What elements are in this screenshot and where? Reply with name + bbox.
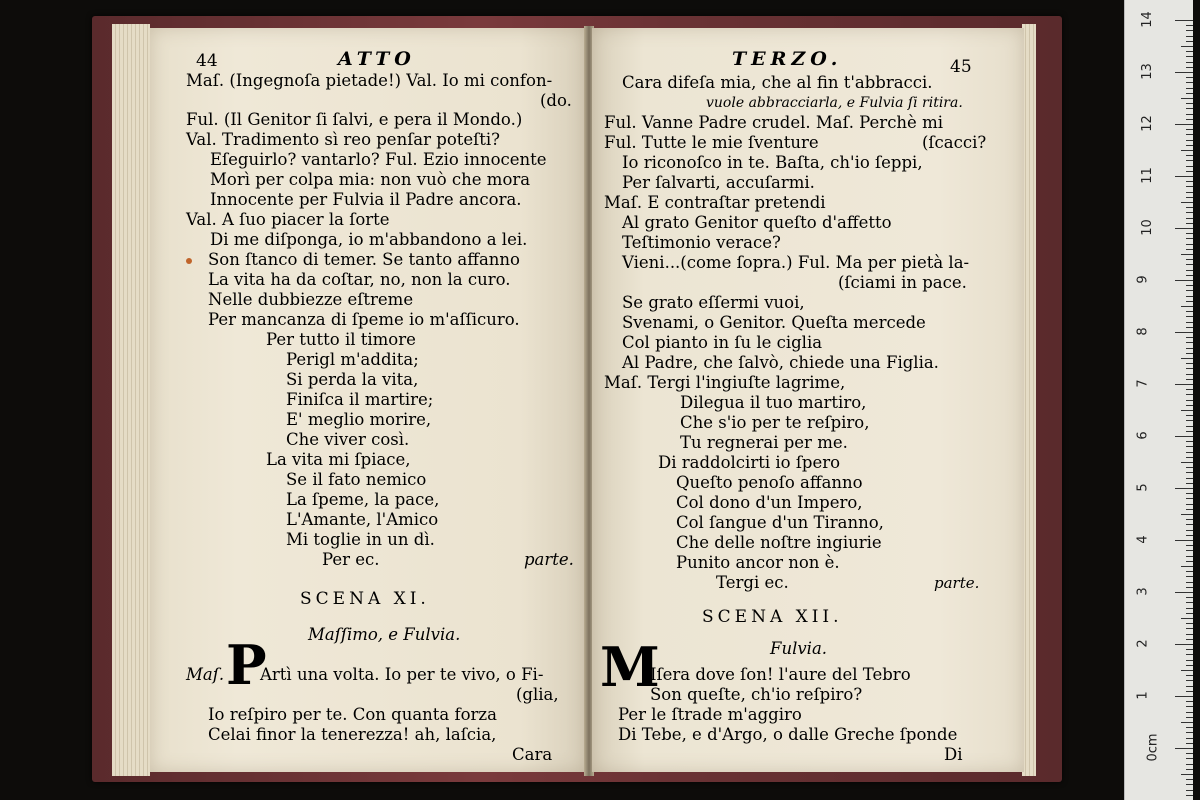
ruler-tick xyxy=(1175,592,1193,593)
ruler-tick xyxy=(1186,649,1193,650)
stage-direction: vuole abbracciarla, e Fulvia ſi ritira. xyxy=(706,95,963,111)
ruler-tick xyxy=(1186,275,1193,276)
ruler-tick xyxy=(1186,519,1193,520)
ruler-tick xyxy=(1186,639,1193,640)
text-line: Col pianto in ſu le ciglia xyxy=(622,333,823,352)
text-line: La vita ha da coſtar, no, non la curo. xyxy=(208,270,511,289)
text-line: Nelle dubbiezze eſtreme xyxy=(208,290,414,309)
ruler-tick xyxy=(1186,348,1193,349)
text-line: Ful. Vanne Padre crudel. Maſ. Perchè mi xyxy=(604,113,943,132)
ruler-tick xyxy=(1186,207,1193,208)
text-line: Che s'io per te reſpiro, xyxy=(680,413,870,432)
ruler-tick xyxy=(1186,784,1193,785)
ruler-tick xyxy=(1186,415,1193,416)
text-line: Perigl m'addita; xyxy=(286,350,419,369)
ruler-tick xyxy=(1186,680,1193,681)
ruler-tick xyxy=(1186,145,1193,146)
ruler-tick xyxy=(1186,712,1193,713)
text-line: Col ſangue d'un Tiranno, xyxy=(676,513,884,532)
ruler-tick xyxy=(1186,582,1193,583)
text-line: Al grato Genitor queſto d'affetto xyxy=(622,213,892,232)
ruler-tick xyxy=(1186,181,1193,182)
ruler-number: 1 xyxy=(1135,691,1151,700)
text-line: (ſcacci? xyxy=(922,133,987,152)
ruler-tick xyxy=(1175,436,1193,437)
ruler-tick xyxy=(1186,363,1193,364)
ruler-tick xyxy=(1186,327,1193,328)
ruler-number: 9 xyxy=(1135,275,1151,284)
ruler-tick xyxy=(1186,249,1193,250)
ruler-tick xyxy=(1175,384,1193,385)
ruler-tick xyxy=(1186,353,1193,354)
text-line: Col dono d'un Impero, xyxy=(676,493,863,512)
ruler-tick xyxy=(1186,472,1193,473)
ruler-tick xyxy=(1186,524,1193,525)
ruler-tick xyxy=(1186,790,1193,791)
text-line: Eſeguirlo? vantarlo? Ful. Ezio innocente xyxy=(210,150,547,169)
left-page-number: 44 xyxy=(196,51,218,71)
ruler-tick xyxy=(1186,322,1193,323)
ruler-tick xyxy=(1186,41,1193,42)
text-line: Di me diſponga, io m'abbandono a lei. xyxy=(210,230,528,249)
ruler-tick xyxy=(1175,332,1193,333)
ruler-tick xyxy=(1186,244,1193,245)
ruler-tick xyxy=(1186,608,1193,609)
ruler-tick xyxy=(1181,618,1193,619)
ruler-tick xyxy=(1181,358,1193,359)
ruler-tick xyxy=(1186,67,1193,68)
ruler-tick xyxy=(1186,93,1193,94)
ruler-tick xyxy=(1181,150,1193,151)
ruler-tick xyxy=(1186,379,1193,380)
ruler-tick xyxy=(1186,795,1193,796)
ruler-tick xyxy=(1175,124,1193,125)
ruler-tick xyxy=(1181,410,1193,411)
ruler-number: 3 xyxy=(1135,587,1151,596)
ruler-tick xyxy=(1186,212,1193,213)
ruler-tick xyxy=(1186,613,1193,614)
catchword: Cara xyxy=(512,745,553,764)
text-line: Celai finor la tenerezza! ah, laſcia, xyxy=(208,725,497,744)
ruler-tick xyxy=(1186,738,1193,739)
ruler-tick xyxy=(1186,576,1193,577)
text-line: Cara difeſa mia, che al fin t'abbracci. xyxy=(622,73,933,92)
scene-characters: Maſſimo, e Fulvia. xyxy=(308,625,461,644)
ruler-tick xyxy=(1186,342,1193,343)
ruler-number: 11 xyxy=(1139,167,1155,184)
ruler-tick xyxy=(1186,77,1193,78)
ruler-tick xyxy=(1186,51,1193,52)
text-line: Per ec. xyxy=(322,550,380,569)
ruler-tick xyxy=(1186,779,1193,780)
drop-cap: P xyxy=(226,633,267,697)
ruler-tick xyxy=(1186,171,1193,172)
ruler-tick xyxy=(1186,509,1193,510)
ruler-tick xyxy=(1186,535,1193,536)
text-line: Val. Tradimento sì reo penſar poteſti? xyxy=(186,130,501,149)
text-line: Che delle noſtre ingiurie xyxy=(676,533,882,552)
text-line: Tu regnerai per me. xyxy=(680,433,848,452)
text-line: (do. xyxy=(540,91,572,110)
ruler-tick xyxy=(1186,758,1193,759)
text-line: Per le ſtrade m'aggiro xyxy=(618,705,802,724)
ruler-tick xyxy=(1186,56,1193,57)
left-running-head: ATTO xyxy=(338,48,416,70)
text-line: Maſ. E contraſtar pretendi xyxy=(604,193,826,212)
ruler-number: 14 xyxy=(1139,11,1155,28)
ruler-tick xyxy=(1186,223,1193,224)
measuring-ruler xyxy=(1124,0,1193,800)
ruler-number: 13 xyxy=(1139,63,1155,80)
ruler-number: 10 xyxy=(1139,219,1155,236)
ruler-tick xyxy=(1186,556,1193,557)
text-line: Di raddolcirti io ſpero xyxy=(658,453,841,472)
ruler-tick xyxy=(1186,478,1193,479)
ruler-tick xyxy=(1186,467,1193,468)
ruler-tick xyxy=(1186,717,1193,718)
ruler-tick xyxy=(1181,670,1193,671)
ruler-tick xyxy=(1186,457,1193,458)
ruler-tick xyxy=(1186,25,1193,26)
page-edges-left xyxy=(112,24,150,776)
ruler-tick xyxy=(1186,623,1193,624)
ruler-tick xyxy=(1186,706,1193,707)
text-line: La vita mi ſpiace, xyxy=(266,450,411,469)
ruler-tick xyxy=(1175,280,1193,281)
ruler-tick xyxy=(1186,88,1193,89)
ruler-tick xyxy=(1186,285,1193,286)
margin-mark xyxy=(186,258,192,264)
ruler-tick xyxy=(1181,462,1193,463)
ruler-tick xyxy=(1186,129,1193,130)
text-line: Ful. Tutte le mie ſventure xyxy=(604,133,819,152)
ruler-tick xyxy=(1186,587,1193,588)
ruler-tick xyxy=(1186,160,1193,161)
ruler-tick xyxy=(1175,644,1193,645)
ruler-tick xyxy=(1186,290,1193,291)
ruler-tick xyxy=(1186,103,1193,104)
ruler-tick xyxy=(1186,311,1193,312)
ruler-tick xyxy=(1186,420,1193,421)
text-line: Vieni...(come ſopra.) Ful. Ma per pietà la- xyxy=(622,253,970,272)
text-line: Si perda la vita, xyxy=(286,370,419,389)
ruler-tick xyxy=(1186,504,1193,505)
ruler-tick xyxy=(1186,602,1193,603)
ruler-tick xyxy=(1181,306,1193,307)
ruler-tick xyxy=(1186,337,1193,338)
text-line: Mi toglie in un dì. xyxy=(286,530,435,549)
text-line: La ſpeme, la pace, xyxy=(286,490,440,509)
text-line: Morì per colpa mia: non vuò che mora xyxy=(210,170,531,189)
ruler-tick xyxy=(1175,228,1193,229)
text-line: Teſtimonio verace? xyxy=(622,233,781,252)
text-line: Io riconoſco in te. Baſta, ch'io ſeppi, xyxy=(622,153,923,172)
ruler-tick xyxy=(1186,764,1193,765)
ruler-tick xyxy=(1186,233,1193,234)
ruler-tick xyxy=(1186,238,1193,239)
ruler-tick xyxy=(1186,665,1193,666)
ruler-tick xyxy=(1175,176,1193,177)
scene-title: SCENA XI. xyxy=(300,589,430,609)
ruler-tick xyxy=(1186,301,1193,302)
ruler-tick xyxy=(1186,743,1193,744)
ruler-tick xyxy=(1186,405,1193,406)
ruler-tick xyxy=(1186,394,1193,395)
ruler-tick xyxy=(1186,545,1193,546)
text-line: Maſ. Tergi l'ingiuſte lagrime, xyxy=(604,373,846,392)
text-line: Al Padre, che ſalvò, chiede una Figlia. xyxy=(622,353,939,372)
text-line: Svenami, o Genitor. Queſta mercede xyxy=(622,313,926,332)
ruler-number: 0cm xyxy=(1145,733,1161,762)
text-line: Artì una volta. Io per te vivo, o Fi- xyxy=(260,665,544,684)
ruler-tick xyxy=(1186,628,1193,629)
ruler-tick xyxy=(1186,441,1193,442)
ruler-tick xyxy=(1186,400,1193,401)
ruler-tick xyxy=(1186,675,1193,676)
text-line: E' meglio morire, xyxy=(286,410,432,429)
ruler-tick xyxy=(1186,134,1193,135)
ruler-tick xyxy=(1186,686,1193,687)
catchword: Di xyxy=(944,745,963,764)
ruler-tick xyxy=(1181,774,1193,775)
text-line: L'Amante, l'Amico xyxy=(286,510,439,529)
ruler-tick xyxy=(1186,571,1193,572)
ruler-number: 7 xyxy=(1135,379,1151,388)
text-line: Se il fato nemico xyxy=(286,470,427,489)
ruler-number: 4 xyxy=(1135,535,1151,544)
text-line: (glia, xyxy=(516,685,559,704)
ruler-tick xyxy=(1181,46,1193,47)
ruler-tick xyxy=(1186,446,1193,447)
ruler-tick xyxy=(1186,561,1193,562)
ruler-tick xyxy=(1186,108,1193,109)
ruler-tick xyxy=(1186,192,1193,193)
ruler-tick xyxy=(1186,82,1193,83)
scene-title: SCENA XII. xyxy=(702,607,843,627)
ruler-tick xyxy=(1186,550,1193,551)
ruler-tick xyxy=(1186,389,1193,390)
ruler-tick xyxy=(1186,264,1193,265)
ruler-number: 12 xyxy=(1139,115,1155,132)
ruler-tick xyxy=(1186,498,1193,499)
text-line: Che viver così. xyxy=(286,430,410,449)
ruler-tick xyxy=(1186,691,1193,692)
text-line: Iſera dove ſon! l'aure del Tebro xyxy=(650,665,911,684)
ruler-tick xyxy=(1186,493,1193,494)
text-line: Se grato eſſermi vuoi, xyxy=(622,293,805,312)
right-running-head: TERZO. xyxy=(732,48,843,70)
ruler-tick xyxy=(1181,254,1193,255)
ruler-tick xyxy=(1175,20,1193,21)
text-line: Per ſalvarti, accuſarmi. xyxy=(622,173,815,192)
ruler-tick xyxy=(1186,634,1193,635)
text-line: Queſto penoſo affanno xyxy=(676,473,863,492)
ruler-tick xyxy=(1186,62,1193,63)
ruler-number: 5 xyxy=(1135,483,1151,492)
text-line: Dilegua il tuo martiro, xyxy=(680,393,867,412)
ruler-tick xyxy=(1186,753,1193,754)
text-line: Finiſca il martire; xyxy=(286,390,434,409)
ruler-tick xyxy=(1186,530,1193,531)
text-line: Val. A ſuo piacer la ſorte xyxy=(186,210,390,229)
ruler-tick xyxy=(1186,374,1193,375)
ruler-tick xyxy=(1186,197,1193,198)
ruler-tick xyxy=(1186,368,1193,369)
text-line: Tergi ec. xyxy=(716,573,789,592)
text-line: Punito ancor non è. xyxy=(676,553,840,572)
ruler-tick xyxy=(1181,514,1193,515)
text-line: (ſciami in pace. xyxy=(838,273,967,292)
ruler-tick xyxy=(1186,597,1193,598)
ruler-tick xyxy=(1186,701,1193,702)
ruler-tick xyxy=(1186,426,1193,427)
ruler-tick xyxy=(1186,654,1193,655)
ruler-number: 2 xyxy=(1135,639,1151,648)
ruler-tick xyxy=(1186,155,1193,156)
ruler-tick xyxy=(1175,540,1193,541)
ruler-tick xyxy=(1186,732,1193,733)
text-line: Io reſpiro per te. Con quanta forza xyxy=(208,705,497,724)
ruler-tick xyxy=(1181,722,1193,723)
ruler-tick xyxy=(1186,727,1193,728)
ruler-tick xyxy=(1186,140,1193,141)
ruler-tick xyxy=(1181,202,1193,203)
ruler-tick xyxy=(1181,98,1193,99)
ruler-tick xyxy=(1186,186,1193,187)
ruler-tick xyxy=(1186,660,1193,661)
text-line: Maſ. (Ingegnoſa pietade!) Val. Io mi confon- xyxy=(186,71,553,90)
ruler-tick xyxy=(1186,431,1193,432)
text-line: Ful. (Il Genitor ſi ſalvi, e pera il Mondo.) xyxy=(186,110,523,129)
ruler-tick xyxy=(1186,452,1193,453)
ruler-tick xyxy=(1186,114,1193,115)
right-page-number: 45 xyxy=(950,57,972,77)
ruler-tick xyxy=(1186,36,1193,37)
speaker-label: Maſ. xyxy=(186,665,225,684)
ruler-number: 8 xyxy=(1135,327,1151,336)
ruler-tick xyxy=(1186,769,1193,770)
text-line: Innocente per Fulvia il Padre ancora. xyxy=(210,190,522,209)
ruler-tick xyxy=(1186,483,1193,484)
drop-cap: M xyxy=(600,635,660,699)
ruler-tick xyxy=(1186,270,1193,271)
text-line: Di Tebe, e d'Argo, o dalle Greche ſponde xyxy=(618,725,958,744)
stage-direction: parte. xyxy=(524,550,574,569)
ruler-tick xyxy=(1186,119,1193,120)
text-line: Son queſte, ch'io reſpiro? xyxy=(650,685,863,704)
ruler-tick xyxy=(1186,218,1193,219)
text-line: Son ſtanco di temer. Se tanto affanno xyxy=(208,250,520,269)
ruler-number: 6 xyxy=(1135,431,1151,440)
page-edges-right xyxy=(1022,24,1036,776)
text-line: Per tutto il timore xyxy=(266,330,416,349)
text-line: Per mancanza di ſpeme io m'aſſicuro. xyxy=(208,310,520,329)
ruler-tick xyxy=(1175,72,1193,73)
ruler-tick xyxy=(1186,166,1193,167)
ruler-tick xyxy=(1186,296,1193,297)
ruler-tick xyxy=(1175,748,1193,749)
ruler-tick xyxy=(1186,259,1193,260)
stage-direction: parte. xyxy=(934,574,980,592)
ruler-tick xyxy=(1186,30,1193,31)
ruler-tick xyxy=(1175,488,1193,489)
ruler-tick xyxy=(1181,566,1193,567)
scene-characters: Fulvia. xyxy=(770,639,828,658)
ruler-tick xyxy=(1175,696,1193,697)
ruler-tick xyxy=(1186,316,1193,317)
